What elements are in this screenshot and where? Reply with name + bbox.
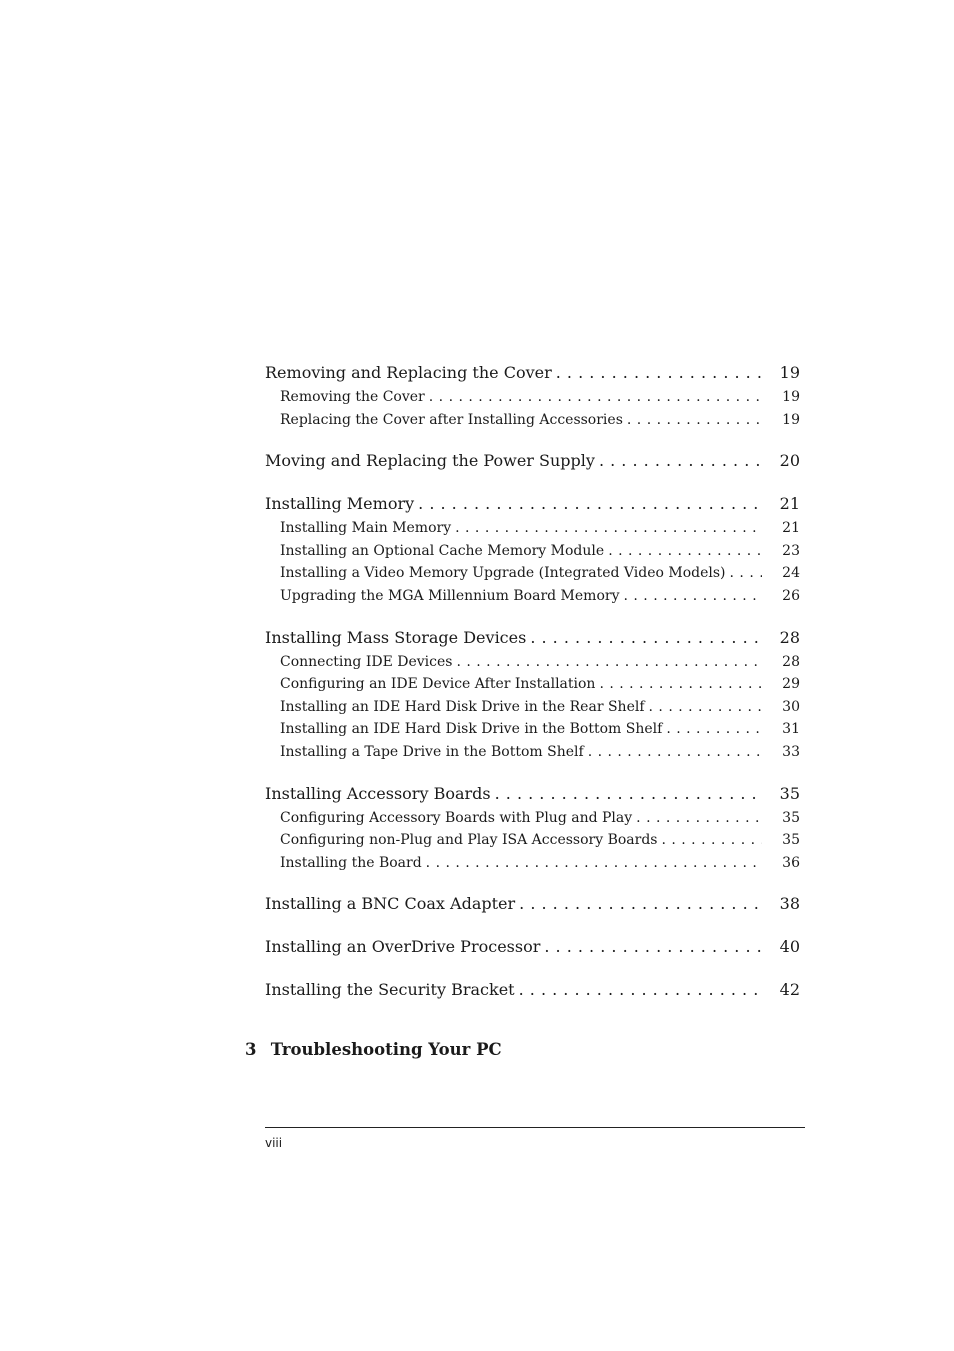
toc-entry-title: Upgrading the MGA Millennium Board Memory	[280, 587, 620, 604]
toc-subentry[interactable]	[265, 807, 800, 830]
toc-section-entry[interactable]	[265, 448, 800, 474]
toc-entry-title: Installing Memory	[265, 494, 415, 514]
toc-entry-page: 19	[782, 411, 800, 428]
toc-section-entry[interactable]	[265, 491, 800, 517]
toc-entry-title: Configuring Accessory Boards with Plug and Play	[280, 809, 633, 826]
dot-leader	[636, 807, 762, 830]
toc-entry-page: 19	[779, 363, 800, 382]
dot-leader	[588, 741, 762, 764]
toc-section	[265, 448, 800, 474]
toc-entry-title: Installing the Board	[280, 854, 422, 871]
toc-entry-title: Installing an IDE Hard Disk Drive in the Rear Shelf	[280, 698, 645, 715]
table-of-contents	[265, 360, 800, 1020]
toc-section	[265, 934, 800, 960]
toc-subentry[interactable]	[265, 651, 800, 674]
footer-page-number: viii	[265, 1136, 283, 1150]
toc-subentry[interactable]	[265, 673, 800, 696]
toc-entry-title: Installing an Optional Cache Memory Module	[280, 542, 605, 559]
toc-subentry[interactable]	[265, 409, 800, 432]
toc-section	[265, 977, 800, 1003]
dot-leader	[429, 386, 762, 409]
toc-entry-title: Installing Main Memory	[280, 520, 452, 537]
toc-entry-title: Replacing the Cover after Installing Accessories	[280, 411, 623, 428]
dot-leader	[599, 448, 762, 474]
toc-entry-title: Installing an OverDrive Processor	[265, 937, 541, 957]
toc-subentry[interactable]	[265, 718, 800, 741]
toc-entry-page: 28	[779, 627, 800, 647]
dot-leader	[426, 852, 762, 875]
toc-section-entry[interactable]	[265, 977, 800, 1003]
dot-leader	[418, 491, 762, 517]
toc-entry-page: 24	[782, 565, 800, 582]
dot-leader	[519, 891, 762, 917]
dot-leader	[495, 781, 762, 807]
toc-entry-page: 40	[779, 937, 800, 957]
toc-entry-page: 31	[782, 721, 800, 738]
toc-subentry[interactable]	[265, 562, 800, 585]
toc-entry-page: 35	[779, 783, 800, 803]
dot-leader	[666, 718, 762, 741]
dot-leader	[608, 540, 762, 563]
toc-entry-page: 35	[782, 809, 800, 826]
toc-entry-title: Installing Mass Storage Devices	[265, 627, 527, 647]
dot-leader	[455, 517, 762, 540]
dot-leader	[530, 625, 762, 651]
toc-entry-page: 33	[782, 743, 800, 760]
toc-entry-title: Configuring an IDE Device After Installation	[280, 676, 596, 693]
chapter-title: Troubleshooting Your PC	[270, 1040, 502, 1059]
footer-rule	[265, 1127, 805, 1128]
toc-section-entry[interactable]	[265, 625, 800, 651]
toc-entry-title: Installing an IDE Hard Disk Drive in the Bottom Shelf	[280, 721, 663, 738]
toc-subentry[interactable]	[265, 585, 800, 608]
dot-leader	[649, 696, 762, 719]
toc-section-entry[interactable]	[265, 781, 800, 807]
toc-subentry[interactable]	[265, 741, 800, 764]
toc-entry-page: 21	[779, 494, 800, 514]
toc-entry-title: Removing and Replacing the Cover	[265, 363, 552, 382]
toc-entry-title: Removing the Cover	[280, 389, 425, 405]
toc-entry-page: 28	[782, 653, 800, 670]
toc-entry-page: 26	[782, 587, 800, 604]
dot-leader	[599, 673, 762, 696]
dot-leader	[519, 977, 762, 1003]
toc-section	[265, 891, 800, 917]
toc-section	[265, 625, 800, 764]
toc-entry-page: 30	[782, 698, 800, 715]
dot-leader	[556, 360, 762, 386]
toc-subentry[interactable]	[265, 852, 800, 875]
toc-entry-page: 19	[782, 389, 800, 405]
toc-entry-title: Installing a Tape Drive in the Bottom Shelf	[280, 743, 584, 760]
toc-entry-page: 35	[782, 832, 800, 849]
toc-entry-title: Configuring non-Plug and Play ISA Accessory Boards	[280, 832, 658, 849]
dot-leader	[456, 651, 762, 674]
toc-entry-title: Installing a BNC Coax Adapter	[265, 894, 516, 914]
toc-subentry[interactable]	[265, 386, 800, 409]
dot-leader	[730, 562, 762, 585]
toc-subentry[interactable]	[265, 517, 800, 540]
toc-entry-page: 36	[782, 854, 800, 871]
toc-subentry[interactable]	[265, 540, 800, 563]
dot-leader	[544, 934, 762, 960]
toc-entry-page: 20	[779, 451, 800, 471]
toc-entry-page: 38	[779, 894, 800, 914]
toc-entry-title: Installing the Security Bracket	[265, 980, 515, 1000]
toc-entry-title: Installing Accessory Boards	[265, 783, 491, 803]
chapter-number: 3	[245, 1040, 257, 1059]
toc-subentry[interactable]	[265, 829, 800, 852]
toc-subentry[interactable]	[265, 696, 800, 719]
toc-section	[265, 491, 800, 607]
toc-entry-title: Moving and Replacing the Power Supply	[265, 451, 595, 471]
dot-leader	[661, 829, 762, 852]
toc-entry-title: Installing a Video Memory Upgrade (Integrated Video Models)	[280, 565, 726, 582]
toc-entry-page: 21	[782, 520, 800, 537]
dot-leader	[624, 585, 763, 608]
toc-entry-page: 23	[782, 542, 800, 559]
chapter-heading	[245, 1040, 502, 1059]
dot-leader	[627, 409, 762, 432]
toc-section	[265, 360, 800, 431]
toc-section	[265, 781, 800, 875]
toc-entry-page: 42	[779, 980, 800, 1000]
toc-section-entry[interactable]	[265, 891, 800, 917]
toc-section-entry[interactable]	[265, 360, 800, 386]
toc-section-entry[interactable]	[265, 934, 800, 960]
toc-entry-page: 29	[782, 676, 800, 693]
toc-entry-title: Connecting IDE Devices	[280, 653, 453, 670]
